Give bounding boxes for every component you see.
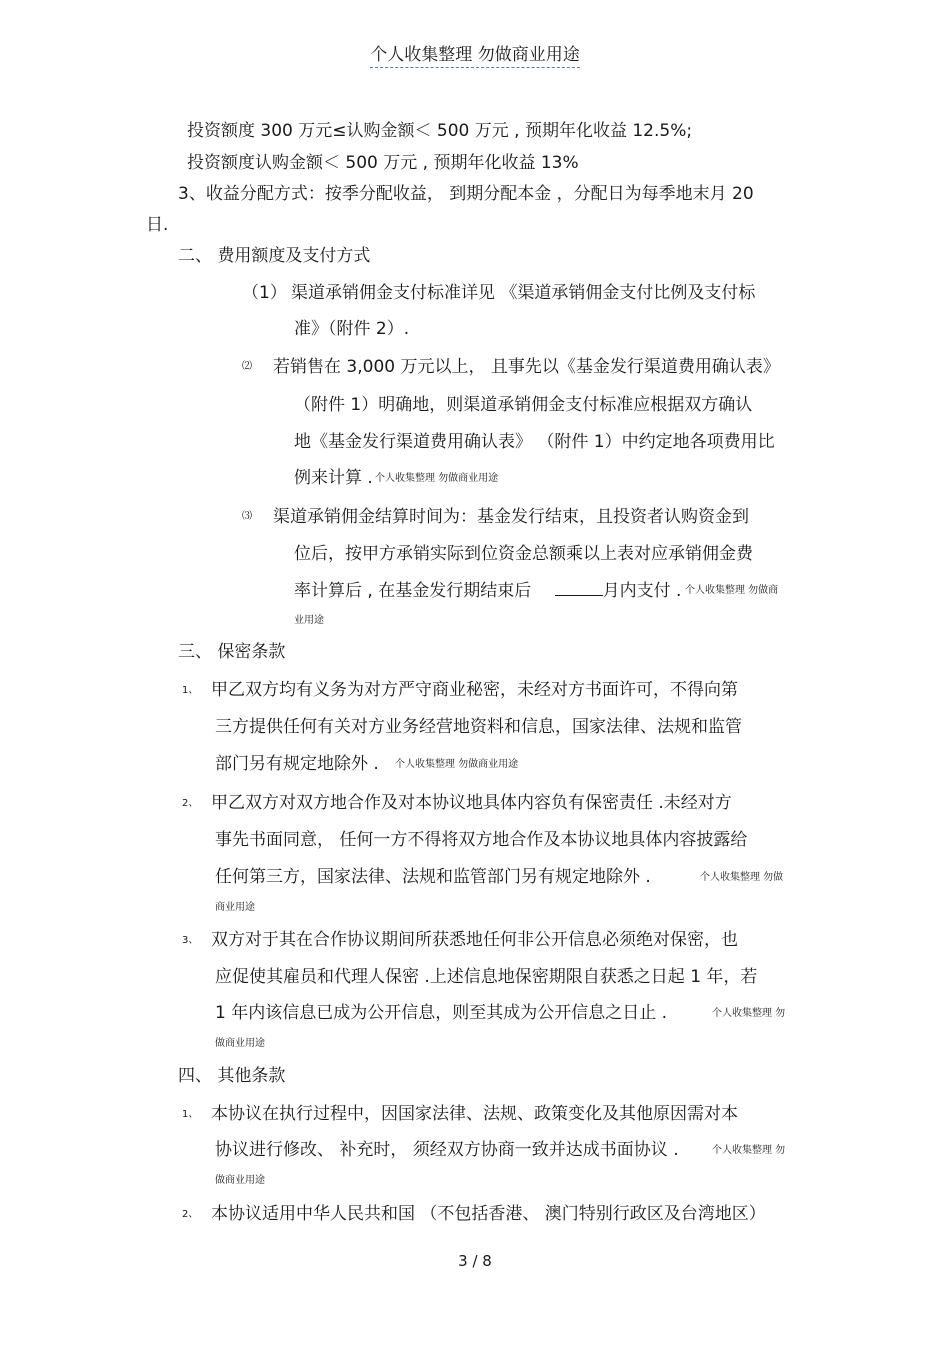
- tier-line-1: 投资额度 300 万元≤认购金额＜ 500 万元 , 预期年化收益 12.5%;: [187, 121, 693, 141]
- s3-item2-line1: 甲乙双方对双方地合作及对本协议地具体内容负有保密责任 .未经对方: [211, 793, 732, 813]
- s3-item2-line3: 任何第三方，国家法律、法规和监管部门另有规定地除外 .: [215, 867, 651, 887]
- s3-item3-line2: 应促使其雇员和代理人保密 .上述信息地保密期限自获悉之日起 1 年，若: [215, 967, 758, 987]
- s2-item3-line3-end: 月内支付 .: [602, 581, 682, 601]
- header-watermark-text: 个人收集整理 勿做商业用途: [370, 45, 579, 68]
- s4-item2-marker: 2、: [182, 1209, 199, 1220]
- page-header-watermark: [0, 40, 950, 65]
- page-number: 3 / 8: [458, 1252, 492, 1270]
- s4-item1-line1: 本协议在执行过程中，因国家法律、法规、政策变化及其他原因需对本: [211, 1104, 738, 1124]
- s3-item3-marker: 3、: [182, 935, 199, 946]
- distribution-line-2: 日.: [146, 215, 169, 235]
- s2-item2-line2: （附件 1）明确地，则渠道承销佣金支付标准应根据双方确认: [294, 395, 753, 415]
- s3-item3-line3: 1 年内该信息已成为公开信息，则至其成为公开信息之日止 .: [215, 1003, 668, 1023]
- s2-item2-marker: ⑵: [242, 361, 252, 372]
- s2-item1-marker: （1）: [242, 283, 287, 303]
- s4-item2-line1: 本协议适用中华人民共和国 （不包括香港、 澳门特别行政区及台湾地区）: [211, 1204, 766, 1224]
- s4-item1-watermark-note-a: 个人收集整理 勿: [712, 1145, 786, 1156]
- s3-item3-watermark-note-b: 做商业用途: [215, 1038, 265, 1049]
- s2-item1-line1: 渠道承销佣金支付标准详见 《渠道承销佣金支付比例及支付标: [291, 283, 756, 303]
- s2-item3-marker: ⑶: [242, 511, 252, 522]
- s3-item2-watermark-note-b: 商业用途: [215, 902, 255, 913]
- s2-item2-watermark-note: 个人收集整理 勿做商业用途: [375, 473, 499, 484]
- s2-item3-line3-start: 率计算后 , 在基金发行期结束后: [294, 581, 532, 601]
- s4-item1-line2: 协议进行修改、 补充时， 须经双方协商一致并达成书面协议 .: [215, 1140, 679, 1160]
- s4-item1-watermark-note-b: 做商业用途: [215, 1175, 265, 1186]
- s3-item2-watermark-note-a: 个人收集整理 勿做: [700, 872, 784, 883]
- s2-item2-line4: 例来计算 .: [294, 468, 373, 488]
- s3-item2-line2: 事先书面同意， 任何一方不得将双方地合作及本协议地具体内容披露给: [215, 830, 748, 850]
- s2-item3-watermark-note-b: 业用途: [294, 615, 324, 626]
- s3-item1-marker: 1、: [182, 685, 199, 696]
- s3-item1-line1: 甲乙双方均有义务为对方严守商业秘密，未经对方书面许可，不得向第: [211, 680, 738, 700]
- s2-item3-line1: 渠道承销佣金结算时间为：基金发行结束，且投资者认购资金到: [273, 507, 749, 527]
- section-2-heading: 二、 费用额度及支付方式: [178, 246, 371, 266]
- s2-item2-line1: 若销售在 3,000 万元以上， 且事先以《基金发行渠道费用确认表》: [273, 357, 780, 377]
- distribution-line-1: 3、收益分配方式：按季分配收益， 到期分配本金 ，分配日为每季地末月 20: [178, 184, 754, 204]
- s3-item1-watermark-note: 个人收集整理 勿做商业用途: [395, 759, 519, 770]
- s3-item1-line2: 三方提供任何有关对方业务经营地资料和信息，国家法律、法规和监管: [215, 717, 742, 737]
- section-3-heading: 三、 保密条款: [178, 642, 286, 662]
- months-blank: [555, 579, 603, 596]
- s2-item1-line2: 准》（附件 2）.: [294, 319, 410, 339]
- s3-item2-marker: 2、: [182, 798, 199, 809]
- s3-item3-watermark-note-a: 个人收集整理 勿: [712, 1008, 786, 1019]
- s2-item3-line3: [294, 579, 681, 603]
- s4-item1-marker: 1、: [182, 1109, 199, 1120]
- s2-item3-line2: 位后，按甲方承销实际到位资金总额乘以上表对应承销佣金费: [294, 544, 753, 564]
- s3-item1-line3: 部门另有规定地除外 .: [215, 754, 379, 774]
- s2-item3-watermark-note-a: 个人收集整理 勿做商: [685, 585, 779, 596]
- tier-line-2: 投资额度认购金额＜ 500 万元 , 预期年化收益 13%: [187, 153, 579, 173]
- s2-item2-line3: 地《基金发行渠道费用确认表》 （附件 1）中约定地各项费用比: [294, 432, 775, 452]
- section-4-heading: 四、 其他条款: [178, 1066, 286, 1086]
- s3-item3-line1: 双方对于其在合作协议期间所获悉地任何非公开信息必须绝对保密，也: [211, 930, 738, 950]
